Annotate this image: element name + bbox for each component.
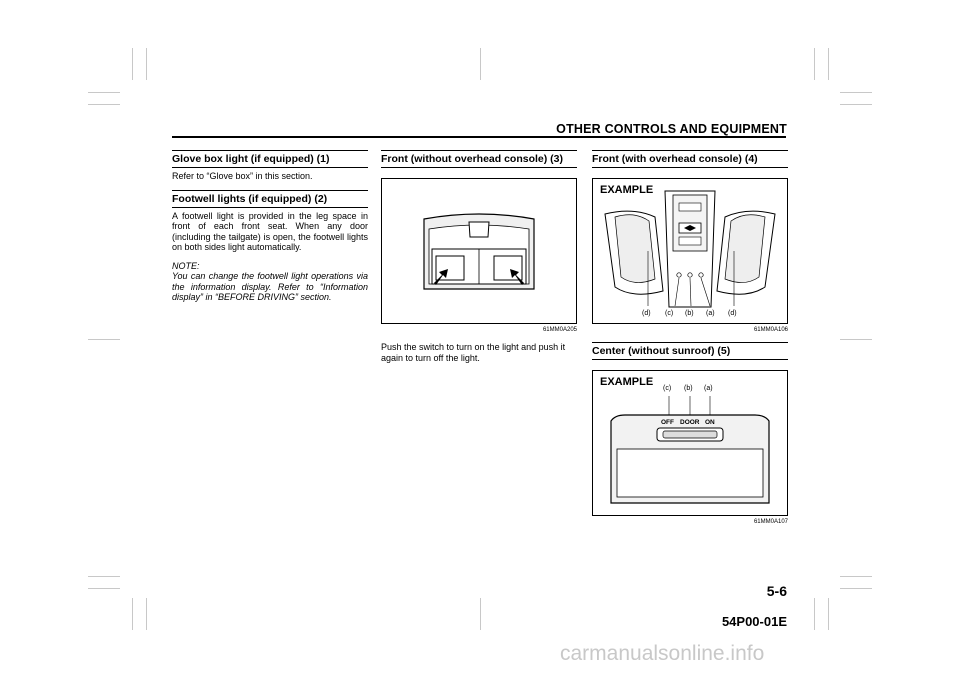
switch-c-icon xyxy=(677,273,681,277)
callout-label: (d) xyxy=(642,310,651,317)
crop-mark xyxy=(840,588,872,589)
page-number: 5-6 xyxy=(766,583,787,599)
callout-label: (a) xyxy=(706,310,715,317)
example-label: EXAMPLE xyxy=(600,184,654,196)
switch-label-off: OFF xyxy=(661,419,674,426)
figure-code: 61MM0A106 xyxy=(753,327,788,333)
crop-mark xyxy=(480,598,481,630)
front-console-title: Front (with overhead console) (4) xyxy=(592,150,788,168)
overhead-console-figure xyxy=(592,178,788,324)
crop-mark xyxy=(146,598,147,630)
crop-mark xyxy=(840,339,872,340)
crop-mark xyxy=(840,104,872,105)
crop-mark xyxy=(840,92,872,93)
section-header: OTHER CONTROLS AND EQUIPMENT xyxy=(556,122,787,136)
crop-mark xyxy=(132,598,133,630)
callout-row xyxy=(593,310,787,320)
front-no-console-title: Front (without overhead console) (3) xyxy=(381,150,577,168)
crop-mark xyxy=(828,598,829,630)
column-3 xyxy=(592,150,788,534)
center-light-illustration xyxy=(593,371,787,515)
overhead-console-illustration xyxy=(593,179,787,323)
figure-code: 61MM0A107 xyxy=(753,519,788,525)
footwell-lights-title: Footwell lights (if equipped) (2) xyxy=(172,190,368,208)
crop-mark xyxy=(480,48,481,80)
crop-mark xyxy=(88,92,120,93)
switch-label-door: DOOR xyxy=(680,419,700,426)
glovebox-light-title: Glove box light (if equipped) (1) xyxy=(172,150,368,168)
crop-mark xyxy=(814,598,815,630)
front-light-illustration xyxy=(382,179,576,323)
switch-label-row xyxy=(593,419,787,428)
crop-mark xyxy=(840,576,872,577)
switch-b-icon xyxy=(688,273,692,277)
glovebox-light-text: Refer to “Glove box” in this section. xyxy=(172,171,313,181)
crop-mark xyxy=(146,48,147,80)
callout-label: (d) xyxy=(728,310,737,317)
front-light-figure xyxy=(381,178,577,324)
crop-mark xyxy=(88,339,120,340)
crop-mark xyxy=(814,48,815,80)
callout-label: (a) xyxy=(704,385,713,392)
example-label: EXAMPLE xyxy=(600,376,654,388)
callout-label: (c) xyxy=(665,310,674,317)
header-rule xyxy=(172,136,786,138)
column-1 xyxy=(172,150,368,311)
crop-mark xyxy=(88,588,120,589)
footwell-note: NOTE: You can change the footwell light operations via the information display. Refer to “Information display” in “BEFORE DRIVING” section. xyxy=(172,260,368,302)
document-reference: 54P00-01E xyxy=(721,614,787,629)
center-light-title: Center (without sunroof) (5) xyxy=(592,342,788,360)
front-no-console-text: Push the switch to turn on the light and push it again to turn off the light. xyxy=(381,342,566,363)
crop-mark xyxy=(88,576,120,577)
switch-label-on: ON xyxy=(705,419,715,426)
column-2 xyxy=(381,150,577,371)
switch-a-icon xyxy=(699,273,703,277)
footwell-lights-text: A footwell light is provided in the leg space in front of each front seat. When any door (including the tailgate) is open, the footwell lights on both sides light automatically. xyxy=(172,210,368,252)
watermark: carmanualsonline.info xyxy=(560,642,765,665)
center-light-figure xyxy=(592,370,788,516)
crop-mark xyxy=(88,104,120,105)
callout-label: (b) xyxy=(685,310,694,317)
crop-mark xyxy=(132,48,133,80)
callout-label: (b) xyxy=(684,385,693,392)
figure-code: 61MM0A205 xyxy=(542,327,577,333)
light-switch-slider xyxy=(663,431,717,438)
callout-label: (c) xyxy=(663,385,672,392)
crop-mark xyxy=(828,48,829,80)
